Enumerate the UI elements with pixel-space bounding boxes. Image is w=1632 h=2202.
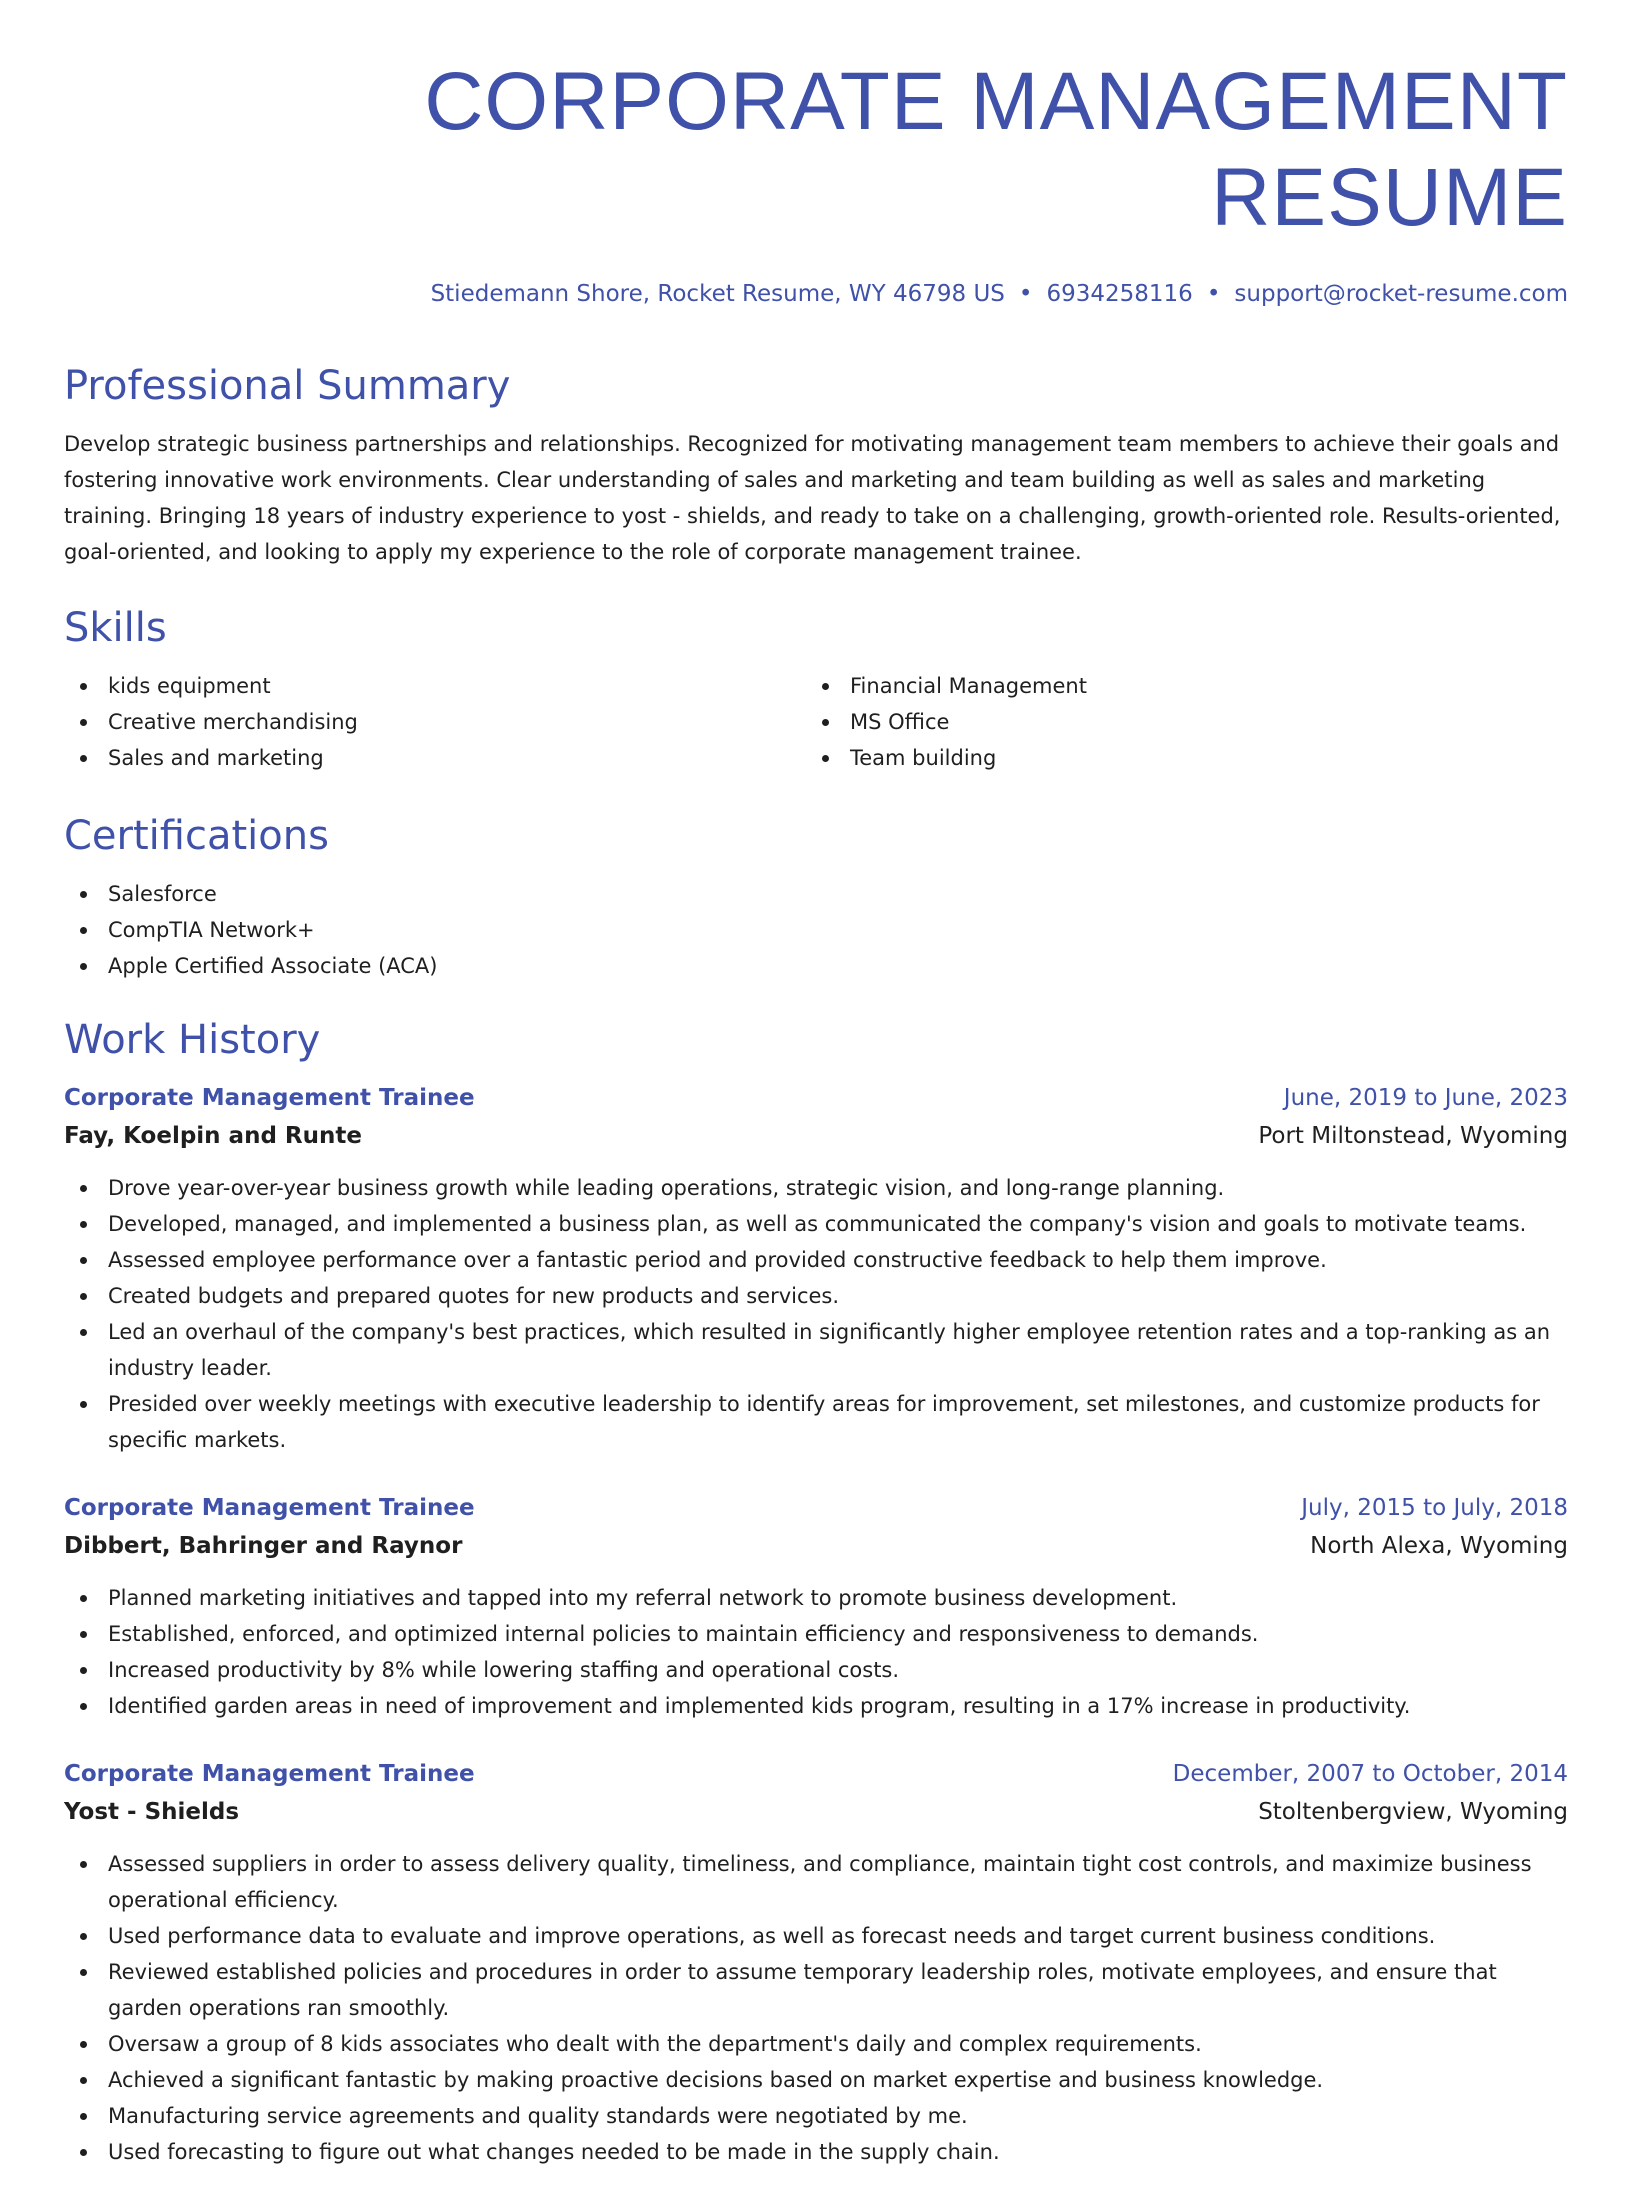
job-bullet: Manufacturing service agreements and quality standards were negotiated by me. — [64, 2098, 1568, 2134]
job-dates: December, 2007 to October, 2014 — [1172, 1761, 1568, 1787]
contact-phone: 6934258116 — [1046, 281, 1193, 307]
job-bullet: Oversaw a group of 8 kids associates who dealt with the department's daily and complex requirements. — [64, 2026, 1568, 2062]
contact-separator: • — [1018, 281, 1033, 307]
job-bullets — [64, 1580, 1568, 1724]
job-header-row — [64, 1080, 1568, 1116]
skill-item: Team building — [806, 740, 1548, 776]
skills-grid — [64, 668, 1568, 776]
work-history-heading: Work History — [64, 1017, 321, 1063]
job-company-row — [64, 1116, 1568, 1156]
job-bullet: Developed, managed, and implemented a business plan, as well as communicated the company's vision and goals to motivate teams. — [64, 1206, 1568, 1242]
job-bullet: Identified garden areas in need of improvement and implemented kids program, resulting in a 17% increase in productivity. — [64, 1688, 1568, 1724]
job-header-row — [64, 1490, 1568, 1526]
job-bullet: Assessed suppliers in order to assess delivery quality, timeliness, and compliance, maintain tight cost controls, and maximize business operational efficiency. — [64, 1846, 1568, 1918]
job-company-row — [64, 1792, 1568, 1832]
job-company-row — [64, 1526, 1568, 1566]
job-title: Corporate Management Trainee — [64, 1495, 475, 1521]
job-company: Dibbert, Bahringer and Raynor — [64, 1533, 463, 1559]
job-location: Stoltenbergview, Wyoming — [1258, 1799, 1568, 1825]
job-bullets — [64, 1170, 1568, 1458]
job-entry — [64, 1490, 1568, 1724]
job-company: Yost - Shields — [64, 1799, 240, 1825]
job-title: Corporate Management Trainee — [64, 1085, 475, 1111]
skill-item: MS Office — [806, 704, 1548, 740]
job-dates: July, 2015 to July, 2018 — [1301, 1495, 1568, 1521]
job-bullets — [64, 1846, 1568, 2170]
summary-text: Develop strategic business partnerships and relationships. Recognized for motivating management team members to achieve their goals and fostering innovative work environments. Clear understanding of sales and marketing and team building as well as sales and marketing training. Bringing 18 years of industry experience to yost - shields, and ready to take on a challenging, growth-oriented role. Results-oriented, goal-oriented, and looking to apply my experience to the role of corporate management trainee. — [64, 432, 1561, 564]
job-bullet: Achieved a significant fantastic by making proactive decisions based on market expertise and business knowledge. — [64, 2062, 1568, 2098]
job-entry — [64, 1756, 1568, 2170]
job-bullet: Used forecasting to figure out what changes needed to be made in the supply chain. — [64, 2134, 1568, 2170]
job-bullet: Created budgets and prepared quotes for new products and services. — [64, 1278, 1568, 1314]
job-bullet: Presided over weekly meetings with executive leadership to identify areas for improvement, set milestones, and customize products for specific markets. — [64, 1386, 1568, 1458]
skill-item: Financial Management — [806, 668, 1548, 704]
certifications-list — [64, 876, 1568, 984]
job-bullet: Led an overhaul of the company's best practices, which resulted in significantly higher employee retention rates and a top-ranking as an industry leader. — [64, 1314, 1568, 1386]
job-bullet: Planned marketing initiatives and tapped into my referral network to promote business development. — [64, 1580, 1568, 1616]
job-bullet: Assessed employee performance over a fantastic period and provided constructive feedback to help them improve. — [64, 1242, 1568, 1278]
certification-item: Salesforce — [64, 876, 1568, 912]
skills-heading: Skills — [64, 605, 167, 651]
job-dates: June, 2019 to June, 2023 — [1283, 1085, 1568, 1111]
job-title: Corporate Management Trainee — [64, 1761, 475, 1787]
job-bullet: Established, enforced, and optimized internal policies to maintain efficiency and responsiveness to demands. — [64, 1616, 1568, 1652]
job-location: North Alexa, Wyoming — [1310, 1533, 1568, 1559]
resume-title: CORPORATE MANAGEMENT RESUME — [424, 56, 1568, 243]
job-company: Fay, Koelpin and Runte — [64, 1123, 362, 1149]
job-bullet: Drove year-over-year business growth while leading operations, strategic vision, and long-range planning. — [64, 1170, 1568, 1206]
job-header-row — [64, 1756, 1568, 1792]
contact-address: Stiedemann Shore, Rocket Resume, WY 46798 US — [430, 281, 1005, 307]
skill-item: Creative merchandising — [64, 704, 806, 740]
resume-page — [64, 54, 1568, 2202]
skills-list-left — [64, 668, 806, 776]
contact-line — [64, 278, 1568, 310]
skill-item: Sales and marketing — [64, 740, 806, 776]
certifications-heading: Certifications — [64, 813, 329, 859]
contact-email[interactable]: support@rocket-resume.com — [1234, 281, 1568, 307]
contact-separator: • — [1206, 281, 1221, 307]
skills-list-right — [806, 668, 1548, 776]
job-entry — [64, 1080, 1568, 1458]
job-bullet: Reviewed established policies and procedures in order to assume temporary leadership roles, motivate employees, and ensure that garden operations ran smoothly. — [64, 1954, 1568, 2026]
job-bullet: Used performance data to evaluate and improve operations, as well as forecast needs and target current business conditions. — [64, 1918, 1568, 1954]
skill-item: kids equipment — [64, 668, 806, 704]
certification-item: CompTIA Network+ — [64, 912, 1568, 948]
certification-item: Apple Certified Associate (ACA) — [64, 948, 1568, 984]
job-bullet: Increased productivity by 8% while lowering staffing and operational costs. — [64, 1652, 1568, 1688]
job-location: Port Miltonstead, Wyoming — [1258, 1123, 1568, 1149]
summary-heading: Professional Summary — [64, 363, 511, 409]
